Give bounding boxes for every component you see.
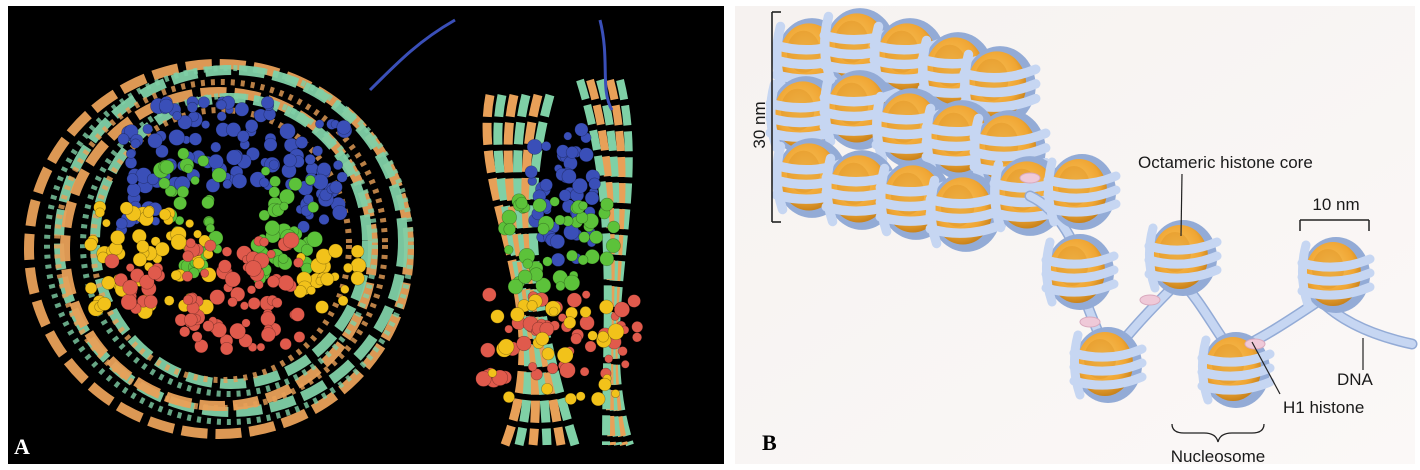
svg-text:Nucleosome: Nucleosome (1170, 447, 1266, 466)
nucleosome-single (1302, 237, 1370, 313)
panel-b (735, 6, 1415, 466)
h1-histone (1080, 317, 1100, 327)
nucleosome (1046, 234, 1114, 310)
panel-a-letter: A (14, 434, 30, 459)
svg-text:Octameric histone core: Octameric histone core (1138, 153, 1313, 172)
svg-text:H1 histone: H1 histone (1283, 398, 1365, 417)
nucleosome (1074, 327, 1142, 403)
svg-text:10 nm: 10 nm (1312, 195, 1360, 214)
h1-histone (1020, 173, 1040, 183)
scale-label-30nm: 30 nm (750, 101, 769, 149)
h1-histone (1140, 295, 1160, 305)
nucleosome (1149, 220, 1217, 296)
nucleosome (1048, 154, 1116, 230)
svg-text:DNA: DNA (1337, 370, 1373, 389)
panel-a (8, 6, 724, 464)
panel-b-letter: B (762, 430, 777, 455)
